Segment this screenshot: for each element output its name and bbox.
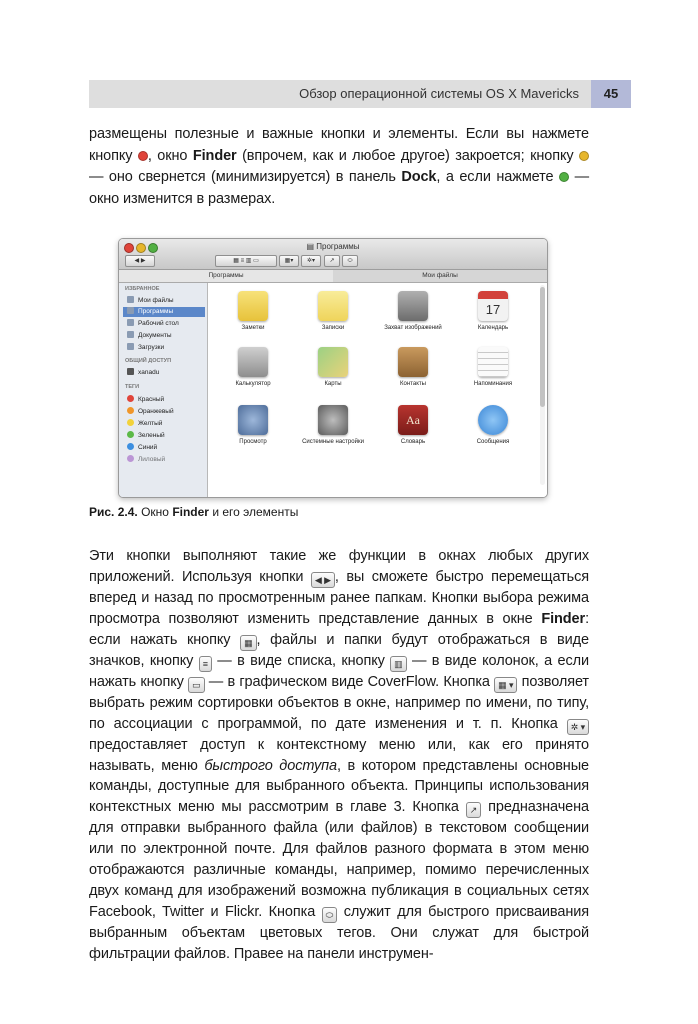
downloads-icon xyxy=(127,343,134,350)
finder-titlebar xyxy=(119,239,547,270)
reminders-icon xyxy=(478,347,508,377)
scrollbar-thumb xyxy=(540,287,545,407)
app-item: Записки xyxy=(298,291,368,331)
sidebar-item: Загрузки xyxy=(123,343,205,353)
sidebar-tag: Лиловый xyxy=(123,455,205,465)
action-gear-icon: ✲▾ xyxy=(301,255,321,267)
sidebar-tag: Оранжевый xyxy=(123,407,205,417)
app-item: Напоминания xyxy=(458,347,528,387)
sidebar-tag: Зеленый xyxy=(123,431,205,441)
finder-content xyxy=(208,283,547,497)
sidebar-tag: Желтый xyxy=(123,419,205,429)
sidebar-item: xanadu xyxy=(123,368,205,378)
tag-dot-icon xyxy=(127,431,134,438)
action-button-icon: ✲ ▾ xyxy=(567,719,589,735)
messages-icon xyxy=(478,405,508,435)
icon-view-icon: ▦ xyxy=(240,635,256,651)
paragraph-intro: размещены полезные и важные кнопки и элементы. Если вы нажмете кнопку , окно Finder (впрочем, как и любое другое) закроется; кнопку — оно свернется (минимизируется) в панель Dock, а если нажмете — окно изменится в размерах. xyxy=(89,126,589,207)
sidebar-item: Рабочий стол xyxy=(123,319,205,329)
app-item: Просмотр xyxy=(218,405,288,445)
finder-window-figure xyxy=(118,238,548,498)
zoom-button-icon xyxy=(559,172,569,182)
finder-tabs xyxy=(119,270,547,283)
sidebar-tag: Синий xyxy=(123,443,205,453)
running-header xyxy=(89,80,591,108)
tag-dot-icon xyxy=(127,419,134,426)
sidebar-favorites-head: ИЗБРАННОЕ xyxy=(125,286,160,292)
close-button-icon xyxy=(138,151,148,161)
maps-icon xyxy=(318,347,348,377)
app-item: Карты xyxy=(298,347,368,387)
notes-icon xyxy=(238,291,268,321)
minimize-button-icon xyxy=(579,151,589,161)
app-item: Системные настройки xyxy=(298,405,368,445)
sidebar-item: Мои файлы xyxy=(123,296,205,306)
tag-button-icon: ⬭ xyxy=(322,907,338,923)
dock-term: Dock xyxy=(401,169,437,185)
app-item: Калькулятор xyxy=(218,347,288,387)
figure-caption: Рис. 2.4. Окно Finder и его элементы xyxy=(89,505,299,519)
settings-gear-icon xyxy=(318,405,348,435)
share-icon: ↗ xyxy=(324,255,340,267)
stickies-icon xyxy=(318,291,348,321)
app-item: Заметки xyxy=(218,291,288,331)
documents-icon xyxy=(127,331,134,338)
coverflow-view-icon: ▭ xyxy=(188,677,204,693)
list-view-icon: ≡ xyxy=(199,656,212,672)
header-title: Обзор операционной системы OS X Mavericks xyxy=(299,86,579,101)
sidebar-item-selected: Программы xyxy=(123,307,205,317)
finder-sidebar xyxy=(119,283,208,497)
sidebar-tag: Красный xyxy=(123,395,205,405)
sidebar-item: Документы xyxy=(123,331,205,341)
arrange-button-icon: ▦ ▾ xyxy=(494,677,517,693)
app-item: Сообщения xyxy=(458,405,528,445)
content-scrollbar xyxy=(540,285,545,485)
tag-icon: ⬭ xyxy=(342,255,358,267)
tag-dot-icon xyxy=(127,443,134,450)
tab-programs: Программы xyxy=(119,270,333,282)
sidebar-shared-head: ОБЩИЙ ДОСТУП xyxy=(125,358,172,364)
apps-icon xyxy=(127,307,134,314)
folder-icon xyxy=(127,296,134,303)
tab-my-files: Мои файлы xyxy=(422,272,458,279)
paragraph-buttons: Эти кнопки выполняют такие же функции в окнах любых других приложений. Используя кнопки ◀ ▶ , вы сможете быстро перемещаться вперед и назад по просмотренным ранее папкам. Кнопки выбора режима просмотра позволяют изменить представление данных в окне Finder: если нажать кнопку ▦ , файлы и папки будут отображаться в виде значков, кнопку ≡ — в виде списка, кнопку ▥ — в виде колонок, а если нажать кнопку ▭ — в графическом виде CoverFlow. Кнопка ▦ ▾ позволяет выбрать режим сортировки объектов в окне, например по имени, по типу, по ассоциации с программой, по дате изменения и т. п. Кнопка ✲ ▾ предоставляет доступ к контекстному меню или, как его принято называть, меню быстрого доступа, в котором представлены основные команды, доступные для выбранного объекта. Принципы использования контекстных меню мы рассмотрим в главе 3. Кнопка ↗ предназначена для отправки выбранного файла (или файлов) в текстовом сообщении или по электронной почте. Для файлов разного формата в этом меню отображаются различные команды, например, помимо перечисленных двух команд для изображений возможна публикация в социальных сетях Facebook, Twitter и Flickr. Кнопка ⬭ служит для быстрого присваивания выбранным объектам цветовых тегов. Они служат для быстрой фильтрации файлов. Правее на панели инструмен- xyxy=(89,548,589,962)
finder-term: Finder xyxy=(541,610,586,627)
camera-icon xyxy=(398,291,428,321)
app-item: Контакты xyxy=(378,347,448,387)
page-number: 45 xyxy=(591,80,631,108)
app-item: 17 Календарь xyxy=(458,291,528,331)
contacts-icon xyxy=(398,347,428,377)
preview-icon xyxy=(238,405,268,435)
tag-dot-icon xyxy=(127,407,134,414)
desktop-icon xyxy=(127,319,134,326)
column-view-icon: ▥ xyxy=(390,656,406,672)
tag-dot-icon xyxy=(127,455,134,462)
calendar-icon: 17 xyxy=(478,291,508,321)
share-button-icon: ↗ xyxy=(466,802,481,818)
view-mode-icon: ▦ ≡ ▥ ▭ xyxy=(215,255,277,267)
finder-term: Finder xyxy=(192,147,237,164)
dictionary-icon: Aa xyxy=(398,405,428,435)
app-item: Aa Словарь xyxy=(378,405,448,445)
calculator-icon xyxy=(238,347,268,377)
computer-icon xyxy=(127,368,134,375)
tag-dot-icon xyxy=(127,395,134,402)
sidebar-tags-head: ТЕГИ xyxy=(125,384,140,390)
finder-window-title: ▤ Программы xyxy=(306,242,360,251)
back-forward-icon: ◀ ▶ xyxy=(125,255,155,267)
arrange-icon: ▦▾ xyxy=(279,255,299,267)
nav-buttons-icon: ◀ ▶ xyxy=(311,572,335,588)
app-item: Захват изображений xyxy=(378,291,448,331)
